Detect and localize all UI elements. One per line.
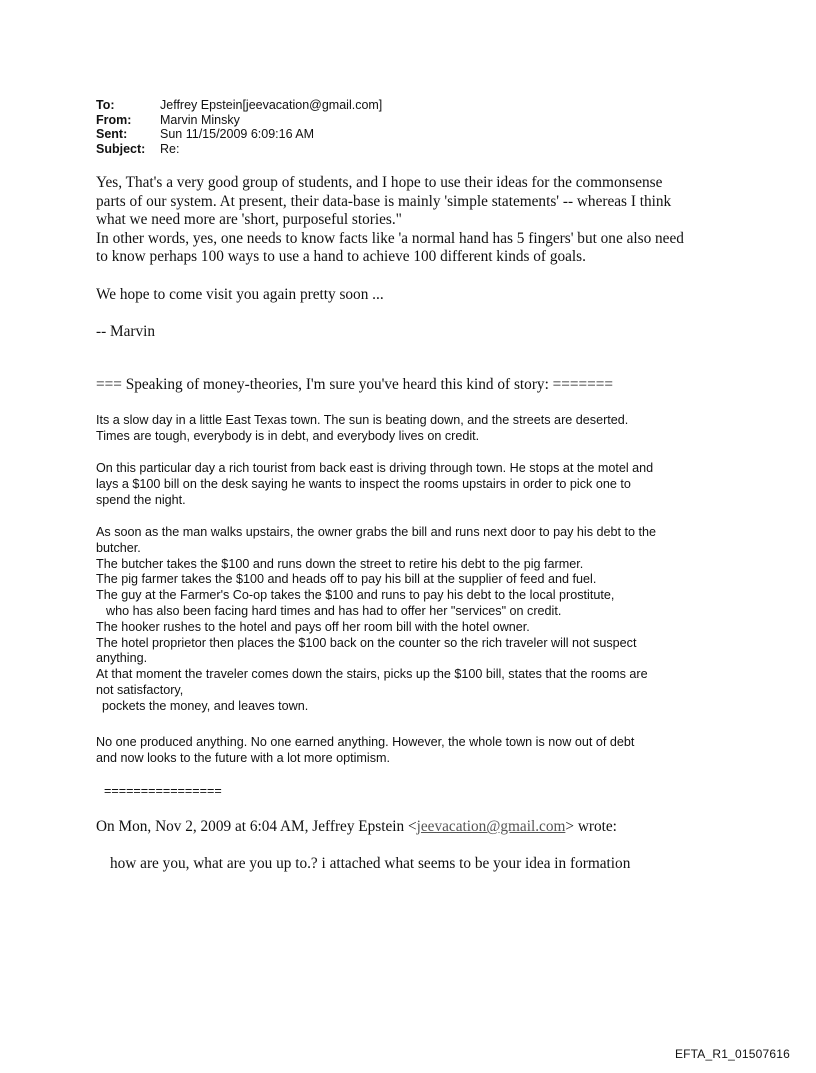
email-link[interactable]: jeevacation@gmail.com bbox=[416, 818, 566, 835]
quoted-body: how are you, what are you up to.? i attached what seems to be your idea in formation bbox=[110, 855, 631, 872]
to-label: To: bbox=[96, 98, 115, 112]
story-line: butcher. bbox=[96, 540, 141, 555]
story-paragraph-4 bbox=[96, 735, 634, 767]
reply-line: to know perhaps 100 ways to use a hand to achieve 100 different kinds of goals. bbox=[96, 248, 586, 266]
story-line: On this particular day a rich tourist from back east is driving through town. He stops at the motel and bbox=[96, 461, 654, 475]
story-line: pockets the money, and leaves town. bbox=[102, 698, 309, 713]
document-id: EFTA_R1_01507616 bbox=[674, 1047, 790, 1061]
story-paragraph-3 bbox=[96, 525, 656, 715]
reply-paragraph bbox=[96, 174, 684, 267]
story-line: Times are tough, everybody is in debt, and everybody lives on credit. bbox=[96, 428, 480, 443]
from-label: From: bbox=[96, 112, 132, 127]
sent-value: Sun 11/15/2009 6:09:16 AM bbox=[160, 127, 315, 142]
reply-line: Yes, That's a very good group of students, and I hope to use their ideas for the commonsense bbox=[96, 174, 663, 191]
from-value: Marvin Minsky bbox=[160, 112, 240, 127]
story-paragraph-1 bbox=[96, 413, 628, 445]
sent-row bbox=[96, 127, 382, 142]
subject-value: Re: bbox=[160, 141, 180, 156]
story-divider: ================ bbox=[104, 784, 222, 798]
subject-label: Subject: bbox=[96, 141, 146, 156]
story-line: spend the night. bbox=[96, 492, 186, 507]
visit-line: We hope to come visit you again pretty soon ... bbox=[96, 286, 384, 303]
story-line: and now looks to the future with a lot more optimism. bbox=[96, 750, 390, 765]
story-line: The hooker rushes to the hotel and pays off her room bill with the hotel owner. bbox=[96, 619, 530, 634]
reply-line: In other words, yes, one needs to know facts like 'a normal hand has 5 fingers' but one also need bbox=[96, 229, 684, 247]
quoted-suffix: > wrote: bbox=[565, 818, 617, 835]
story-line: No one produced anything. No one earned anything. However, the whole town is now out of debt bbox=[96, 735, 635, 749]
reply-line: parts of our system. At present, their data-base is mainly 'simple statements' -- whereas I think bbox=[96, 192, 672, 210]
story-intro: === Speaking of money-theories, I'm sure you've heard this kind of story: ======= bbox=[96, 376, 614, 393]
subject-row bbox=[96, 142, 382, 157]
story-line: lays a $100 bill on the desk saying he wants to inspect the rooms upstairs in order to pick one to bbox=[96, 476, 631, 491]
story-paragraph-2 bbox=[96, 461, 653, 508]
story-line: As soon as the man walks upstairs, the owner grabs the bill and runs next door to pay his debt to the bbox=[96, 525, 657, 539]
reply-line: what we need more are 'short, purposeful stories." bbox=[96, 211, 402, 229]
email-header bbox=[96, 98, 382, 156]
quoted-prefix: On Mon, Nov 2, 2009 at 6:04 AM, Jeffrey Epstein < bbox=[96, 818, 417, 835]
to-row bbox=[96, 98, 382, 113]
story-line: Its a slow day in a little East Texas town. The sun is beating down, and the streets are deserted. bbox=[96, 413, 629, 427]
story-line: The hotel proprietor then places the $100 back on the counter so the rich traveler will not suspect bbox=[96, 635, 637, 650]
quoted-attribution bbox=[96, 818, 617, 837]
story-line: who has also been facing hard times and has had to offer her "services" on credit. bbox=[106, 603, 562, 618]
to-value: Jeffrey Epstein[jeevacation@gmail.com] bbox=[160, 98, 383, 112]
story-line: The pig farmer takes the $100 and heads off to pay his bill at the supplier of feed and fuel. bbox=[96, 572, 597, 587]
story-line: The butcher takes the $100 and runs down the street to retire his debt to the pig farmer. bbox=[96, 556, 584, 571]
story-line: The guy at the Farmer's Co-op takes the $100 and runs to pay his debt to the local prostitute, bbox=[96, 588, 615, 603]
from-row bbox=[96, 113, 382, 128]
story-line: anything. bbox=[96, 651, 148, 666]
signature: -- Marvin bbox=[96, 323, 156, 340]
sent-label: Sent: bbox=[96, 127, 128, 142]
story-line: not satisfactory, bbox=[96, 682, 184, 697]
story-line: At that moment the traveler comes down the stairs, picks up the $100 bill, states that the rooms are bbox=[96, 667, 648, 682]
